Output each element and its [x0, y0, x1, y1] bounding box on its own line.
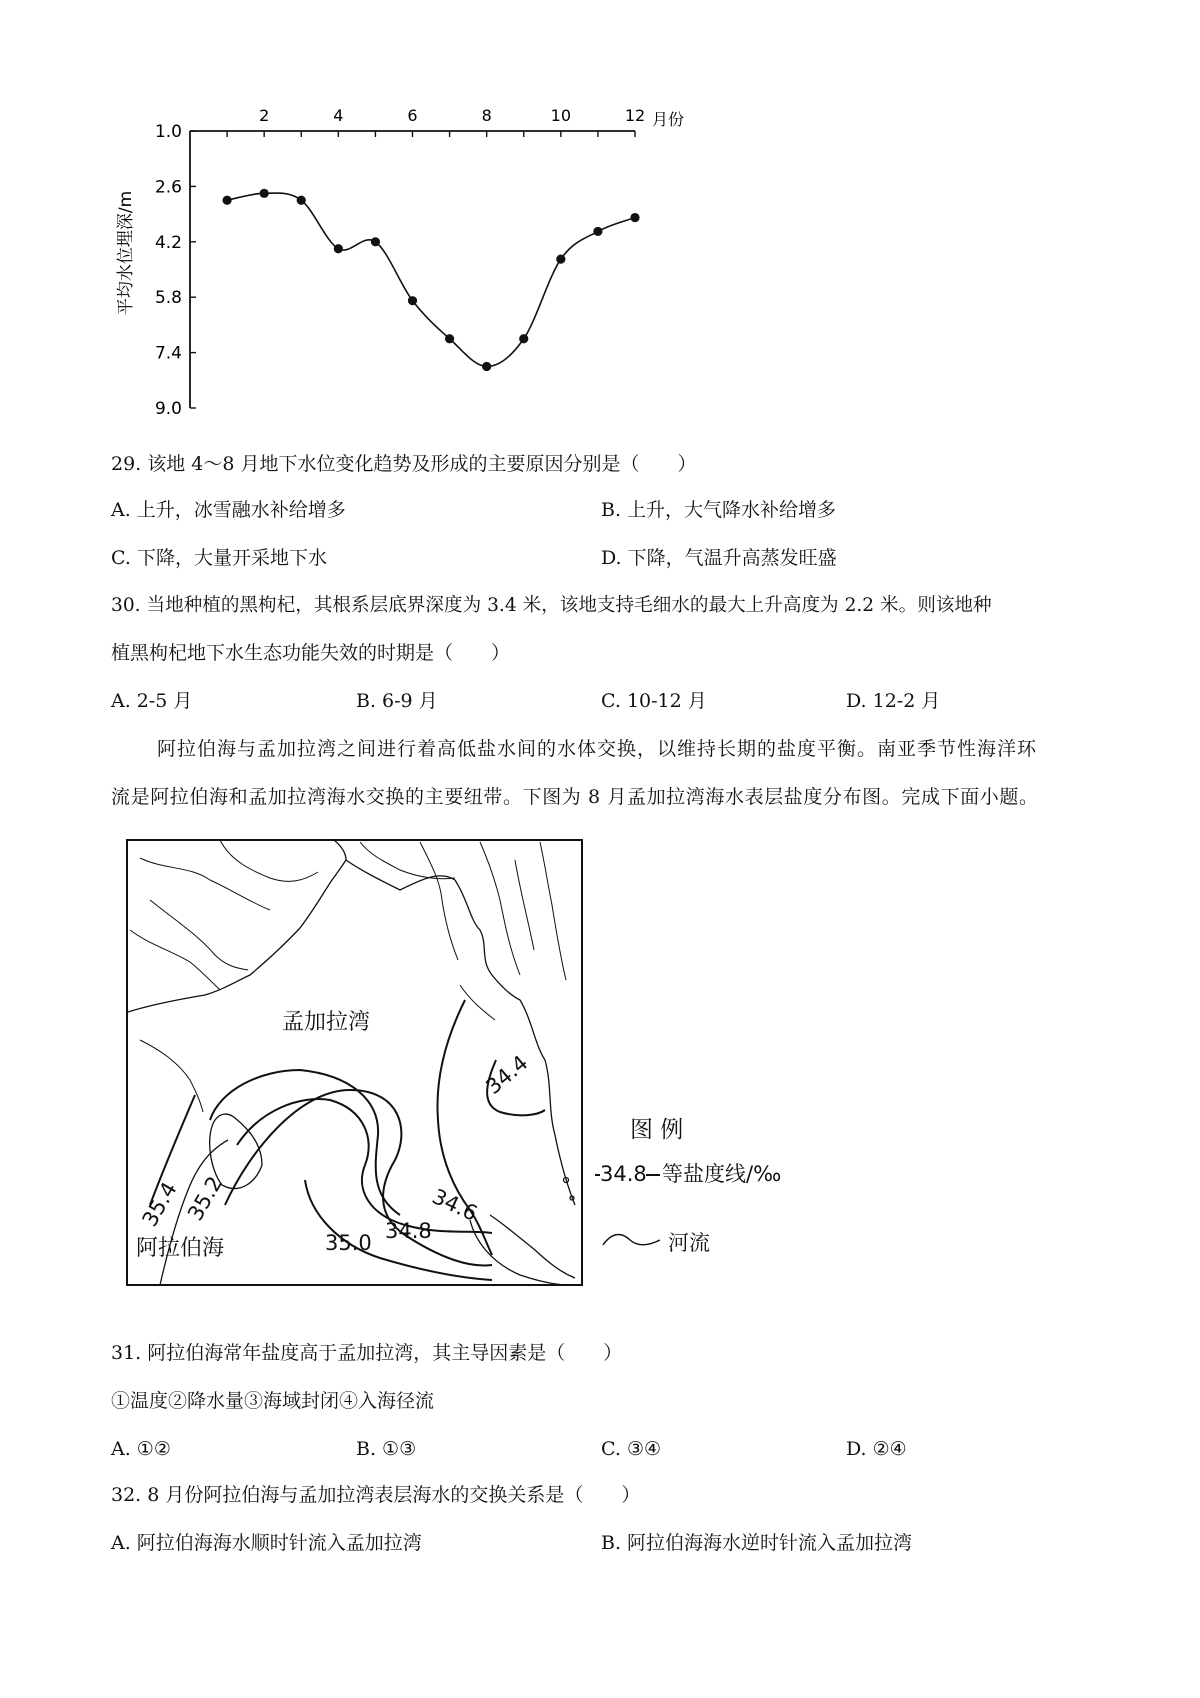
x-axis-label: 月份: [652, 110, 685, 129]
y-tick-label: 9.0: [154, 399, 182, 419]
q29-option-c[interactable]: C. 下降，大量开采地下水: [111, 547, 327, 569]
legend-river-symbol: [603, 1235, 660, 1245]
data-point: [297, 196, 306, 205]
chart-axes: [190, 131, 635, 408]
isohaline-label-35-4: 35.4: [137, 1178, 182, 1231]
legend-title: 图 例: [630, 1117, 684, 1143]
q31-stem: 31. 阿拉伯海常年盐度高于孟加拉湾，其主导因素是（ ）: [111, 1342, 623, 1364]
passage-line2: 流是阿拉伯海和孟加拉湾海水交换的主要纽带。下图为 8 月孟加拉湾海水表层盐度分布图。完成下面小题。: [111, 786, 1039, 808]
isohaline-label-34-4: 34.4: [481, 1050, 533, 1100]
x-tick-label: 2: [259, 106, 270, 125]
q30-option-d[interactable]: D. 12-2 月: [846, 690, 941, 712]
isohaline-label-35-0: 35.0: [325, 1231, 372, 1255]
q32-stem: 32. 8 月份阿拉伯海与孟加拉湾表层海水的交换关系是（ ）: [111, 1484, 641, 1506]
data-point: [556, 255, 565, 264]
q30-option-b[interactable]: B. 6-9 月: [356, 690, 438, 712]
q30-option-c[interactable]: C. 10-12 月: [601, 690, 707, 712]
x-tick-label: 6: [407, 106, 418, 125]
q31-option-b[interactable]: B. ①③: [356, 1438, 417, 1460]
x-tick-label: 10: [550, 106, 572, 125]
isohaline-label-35-2: 35.2: [183, 1172, 228, 1225]
q32-option-a[interactable]: A. 阿拉伯海海水顺时针流入孟加拉湾: [111, 1532, 422, 1554]
map-legend: [595, 1117, 781, 1255]
bay-label: 孟加拉湾: [282, 1010, 371, 1035]
y-tick-label: 1.0: [154, 122, 182, 142]
bay-of-bengal-salinity-map: [0, 820, 820, 1300]
data-point: [334, 244, 343, 253]
sea-label: 阿拉伯海: [136, 1236, 225, 1261]
water-depth-chart: [0, 0, 720, 420]
legend-river-text: 河流: [668, 1231, 710, 1255]
q30-stem-line1: 30. 当地种植的黑枸杞，其根系层底界深度为 3.4 米，该地支持毛细水的最大上升高度为 2.2 米。则该地种: [111, 595, 992, 616]
q31-option-c[interactable]: C. ③④: [601, 1438, 662, 1460]
y-axis-label: 平均水位埋深/m: [116, 190, 136, 316]
data-point: [630, 213, 639, 222]
q30-stem-line2: 植黑枸杞地下水生态功能失效的时期是（ ）: [111, 642, 511, 664]
data-point: [445, 334, 454, 343]
y-tick-label: 2.6: [154, 177, 182, 198]
chart-ticks: [155, 106, 645, 419]
isohaline-label-34-6: 34.6: [428, 1184, 482, 1226]
data-point: [260, 189, 269, 198]
data-point: [519, 334, 528, 343]
q29-stem: 29. 该地 4～8 月地下水位变化趋势及形成的主要原因分别是（ ）: [111, 453, 697, 475]
x-tick-label: 8: [481, 106, 492, 125]
data-point: [371, 237, 380, 246]
x-tick-label: 4: [333, 106, 344, 125]
series-line: [227, 193, 635, 366]
q32-option-b[interactable]: B. 阿拉伯海海水逆时针流入孟加拉湾: [601, 1532, 913, 1554]
data-point: [408, 296, 417, 305]
q30-option-a[interactable]: A. 2-5 月: [111, 690, 193, 712]
data-point: [593, 227, 602, 236]
map-labels: [136, 1010, 533, 1261]
passage-line1: 阿拉伯海与孟加拉湾之间进行着高低盐水间的水体交换，以维持长期的盐度平衡。南亚季节性海洋环: [157, 738, 1038, 760]
legend-isohaline-text: 等盐度线/‰: [662, 1162, 782, 1186]
q29-option-a[interactable]: A. 上升，冰雪融水补给增多: [111, 499, 346, 521]
q31-option-a[interactable]: A. ①②: [111, 1438, 171, 1460]
series-points: [222, 189, 639, 371]
legend-isohaline-value: 34.8: [600, 1162, 647, 1186]
isohaline-label-34-8: 34.8: [385, 1219, 432, 1243]
y-tick-label: 5.8: [154, 288, 182, 309]
data-point: [482, 362, 491, 371]
x-tick-label: 12: [624, 106, 646, 125]
q31-option-d[interactable]: D. ②④: [846, 1438, 907, 1460]
y-tick-label: 4.2: [154, 232, 182, 253]
q29-option-b[interactable]: B. 上升，大气降水补给增多: [601, 499, 837, 521]
y-tick-label: 7.4: [154, 343, 182, 364]
q29-option-d[interactable]: D. 下降，气温升高蒸发旺盛: [601, 547, 837, 569]
data-point: [222, 196, 231, 205]
q31-factors: ①温度②降水量③海域封闭④入海径流: [111, 1390, 435, 1412]
